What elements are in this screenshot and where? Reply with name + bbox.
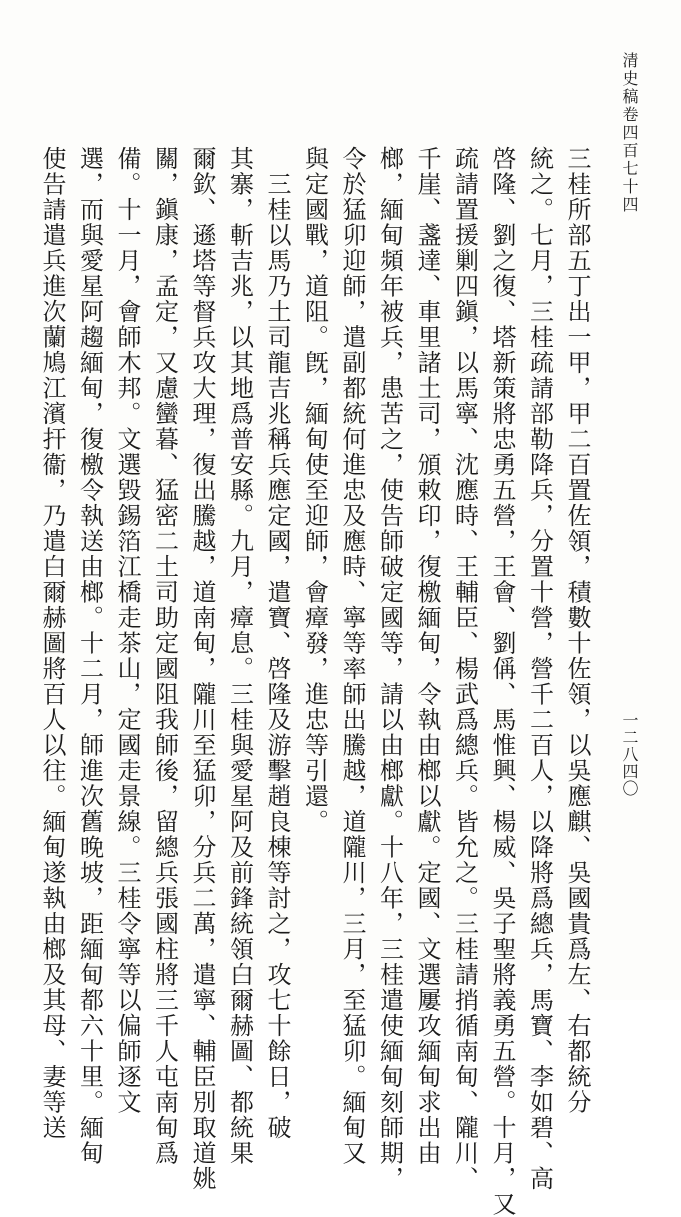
text-column: 備。十一月，會師木邦。文選毀錫箔江橋走茶山，定國走景線。三桂令寧等以偏師逐文 [113, 146, 141, 1115]
text-column: 三桂所部五丁出一甲，甲二百置佐領，積數十佐領，以吳應麒、吳國貴爲左、右都統分 [563, 146, 591, 1115]
text-column: 選，而與愛星阿趨緬甸，復檄令執送由榔。十二月，師進次舊晚坡，距緬甸都六十里。緬甸 [75, 146, 104, 1166]
text-column: 三桂以馬乃土司龍吉兆稱兵應定國，遣寶、啓隆及游擊趙良棟等討之，攻七十餘日，破 [263, 146, 291, 1141]
text-column: 統之。七月，三桂疏請部勒降兵，分置十營，營千二百人，以降將爲總兵，馬寶、李如碧、高 [525, 146, 554, 1192]
running-title: 清史稿卷四百七十四 [620, 52, 639, 214]
text-column: 啓隆、劉之復、塔新策將忠勇五營，王會、劉偁、馬惟興、楊威、吳子聖將義勇五營。十月，又 [488, 146, 516, 1217]
text-column: 與定國戰，道阻。旣，緬甸使至迎師，會瘴發，進忠等引還。 [300, 146, 329, 835]
page-number: 一二八四〇 [620, 712, 639, 797]
text-column: 關，鎭康，孟定，又慮蠻暮、猛密二土司助定國阻我師後，留總兵張國柱將三千人屯南甸爲 [150, 146, 179, 1166]
text-column: 疏請置援剿四鎭，以馬寧、沈應時、王輔臣、楊武爲總兵。皆允之。三桂請捎循南甸、隴川、 [450, 146, 479, 1192]
body-text [38, 146, 595, 1217]
text-column: 其寨，斬吉兆，以其地爲普安縣。九月，瘴息。三桂與愛星阿及前鋒統領白爾赫圖、都統果 [225, 146, 254, 1166]
text-column: 使告請遣兵進次蘭鳩江濱扞衞，乃遣白爾赫圖將百人以往。緬甸遂執由榔及其母、妻等送 [38, 146, 66, 1141]
text-column: 榔，緬甸頻年被兵，患苦之，使告師破定國等，請以由榔獻。十八年，三桂遣使緬甸刻師期， [375, 146, 404, 1192]
text-column: 爾欽、遜塔等督兵攻大理，復出騰越，道南甸，隴川至猛卯，分兵二萬，遣寧、輔臣別取道姚 [188, 146, 216, 1192]
text-column: 令於猛卯迎師，遣副都統何進忠及應時、寧等率師出騰越，道隴川，三月，至猛卯。緬甸又 [338, 146, 366, 1166]
text-column: 千崖、盞達、車里諸土司，頒敕印，復檄緬甸，令執由榔以獻。定國、文選屢攻緬甸求出由 [413, 146, 441, 1166]
